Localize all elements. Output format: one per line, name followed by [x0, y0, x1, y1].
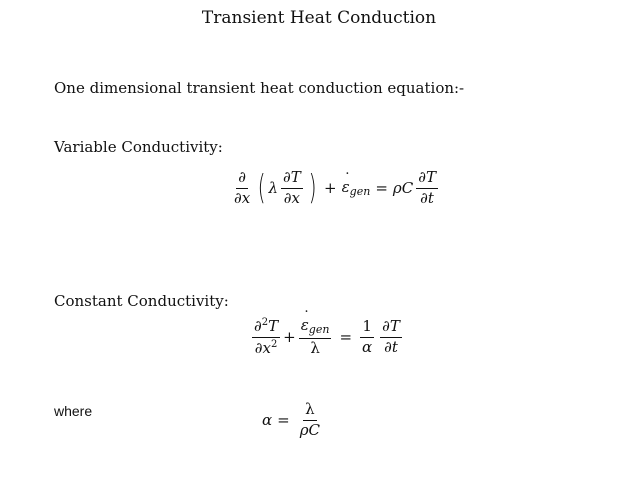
intro-text: One dimensional transient heat conduction equation:- — [54, 79, 465, 97]
d2T-dx2-fraction: $\frac{\partial^2T}{\partial x^2}$ — [254, 317, 279, 357]
generation-term: ε $˙_{gen}$ — [342, 178, 371, 198]
one-over-alpha-fraction: $\frac{1}{\alpha}$ — [362, 317, 373, 356]
partial-x-operator: $\frac{\partial}{\partial x}$ — [234, 168, 251, 207]
left-paren: ( — [257, 168, 266, 209]
dT-dx-fraction: $\frac{\partial T}{\partial x}$ — [283, 168, 301, 207]
slide-title: Transient Heat Conduction — [201, 8, 437, 28]
variable-conductivity-equation — [229, 170, 441, 207]
equals-sign: = — [277, 411, 290, 430]
alpha-symbol: α — [262, 411, 273, 430]
constant-conductivity-equation — [249, 318, 405, 357]
dT-dt-fraction: $\frac{\partial T}{\partial t}$ — [382, 317, 400, 356]
equals-sign: = — [339, 328, 353, 347]
lambda-over-rho-c-fraction: $\frac{\lambda}{\rho C}$ — [299, 400, 321, 439]
variable-conductivity-label: Variable Conductivity: — [54, 138, 223, 156]
plus-sign: + — [283, 328, 296, 347]
constant-conductivity-label: Constant Conductivity: — [54, 292, 229, 310]
equals-sign: = — [375, 179, 388, 198]
where-label: where — [54, 403, 93, 419]
lambda-symbol: λ — [268, 179, 278, 198]
generation-over-lambda-fraction: $\frac{\varepsilon ˙_{gen}}{\lambda}$ — [299, 318, 332, 356]
alpha-definition-equation — [262, 402, 325, 439]
plus-sign: + — [324, 179, 337, 198]
rho-c-term: ρC — [392, 179, 414, 198]
dT-dt-fraction: $\frac{\partial T}{\partial t}$ — [418, 168, 436, 207]
right-paren: ) — [308, 168, 317, 209]
